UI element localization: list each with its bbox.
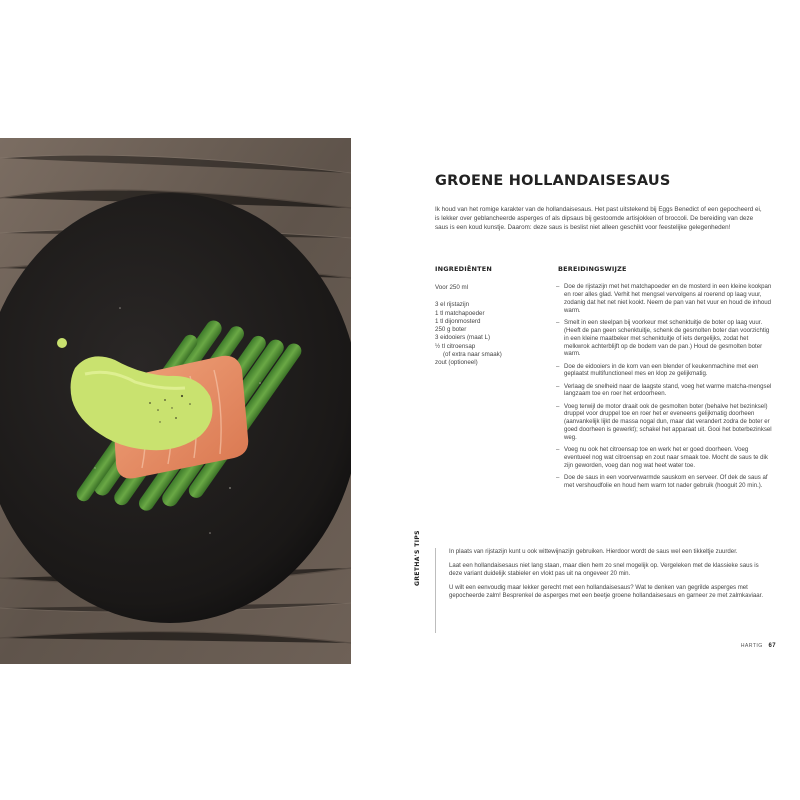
ingredient-item: 3 eidooiers (maat L) <box>435 334 491 342</box>
tips-section <box>449 548 769 606</box>
tip-paragraph: In plaats van rijstazijn kunt u ook wittewijnazijn gebruiken. Hierdoor wordt de saus wel een tikkeltje zuurder. <box>449 548 738 555</box>
ingredient-item: 1 tl matchapoeder <box>435 309 485 317</box>
preparation-step: – Voeg terwijl de motor draait ook de gesmolten boter (behalve het bezinksel) druppel voor druppel toe en roer het er eveneens gelijkmatig doorheen (aanvankelijk lijkt de massa nogal dun, maar dat verandert zodra de boter er goed doorheen is gewerkt); schakel het apparaat uit. Gooi het boterbezinksel weg. <box>554 403 774 443</box>
recipe-page <box>351 138 800 664</box>
preparation-step: – Doe de saus in een voorverwarmde sauskom en serveer. Of dek de saus af met vershoudfolie en houd hem warm tot nader gebruik (hooguit 20 min.). <box>554 474 774 490</box>
ingredient-item: zout (optioneel) <box>435 359 478 367</box>
recipe-intro: Ik houd van het romige karakter van de hollandaisesaus. Het past uitstekend bij Eggs Benedict of een gepocheerd ei, is lekker over geblancheerde asperges of als dipsaus bij gestoomde artisjokken of broccoli. De bereiding van deze saus is een koud kunstje. Daarom: deze saus is beslist niet alleen geschikt voor feestelijke gelegenheden! <box>435 206 762 232</box>
ingredient-item: 1 tl dijonmosterd <box>435 317 481 325</box>
recipe-yield: Voor 250 ml <box>435 284 469 291</box>
recipe-photo <box>0 138 351 664</box>
tips-label: GRETHA'S TIPS <box>414 530 421 586</box>
page-number: 67 <box>768 643 776 649</box>
ingredient-item: ½ tl citroensap <box>435 342 476 350</box>
ingredient-item: (of extra naar smaak) <box>443 351 502 359</box>
food-photo-illustration <box>0 138 351 664</box>
preparation-step: – Verlaag de snelheid naar de laagste stand, voeg het warme matcha-mengsel langzaam toe en roer het erdoorheen. <box>554 383 774 399</box>
preparation-step: – Voeg nu ook het citroensap toe en werk het er goed doorheen. Voeg eventueel nog wat citroensap en zout naar smaak toe. Mocht de saus te dik zijn geworden, voeg dan nog wat heet water toe. <box>554 446 774 470</box>
ingredient-item: 3 el rijstazijn <box>435 301 470 309</box>
tip-paragraph: Laat een hollandaisesaus niet lang staan, maar dien hem zo snel mogelijk op. Vergeleken met de klassieke saus is deze variant duidelijk stabieler en vlokt pas uit na ongeveer 20 min. <box>449 562 759 577</box>
ingredients-list <box>435 284 547 368</box>
preparation-step: – Smelt in een steelpan bij voorkeur met schenktuitje de boter op laag vuur. (Heeft de pan geen schenktuitje, schenk de gesmolten boter dan voorzichtig in een kleine maatbeker met schenktuitje of iets dergelijks, zodat het melkwrok achterblijft op de bodem van de pan.) Houd de gesmolten boter warm. <box>554 319 774 359</box>
ingredients-heading: INGREDIËNTEN <box>435 265 493 273</box>
tip-paragraph: U wilt een eenvoudig maar lekker gerecht met een hollandaisesaus? Wat te denken van gegrilde asperges met gepocheerde zalm! Besprenkel de asperges met een beetje groene hollandaisesaus en garneer ze met zalmkaviaar. <box>449 584 764 599</box>
preparation-steps <box>554 283 774 494</box>
page-footer <box>741 643 776 649</box>
preparation-step: – Doe de rijstazijn met het matchapoeder en de mosterd in een kleine kookpan en roer alles glad. Verhit het mengsel vervolgens al roerend op laag vuur, zodanig dat het net niet kookt. Neem de pan van het vuur en houd de inhoud warm. <box>554 283 774 315</box>
ingredient-item: 250 g boter <box>435 326 467 334</box>
tips-divider <box>435 548 436 633</box>
recipe-title: GROENE HOLLANDAISESAUS <box>435 173 671 189</box>
preparation-heading: BEREIDINGSWIJZE <box>558 265 627 273</box>
book-spread <box>0 138 800 664</box>
footer-section: HARTIG <box>740 643 763 649</box>
preparation-step: – Doe de eidooiers in de kom van een blender of keukenmachine met een geplaatst multifunctioneel mes en klop ze gelijkmatig. <box>554 363 774 379</box>
